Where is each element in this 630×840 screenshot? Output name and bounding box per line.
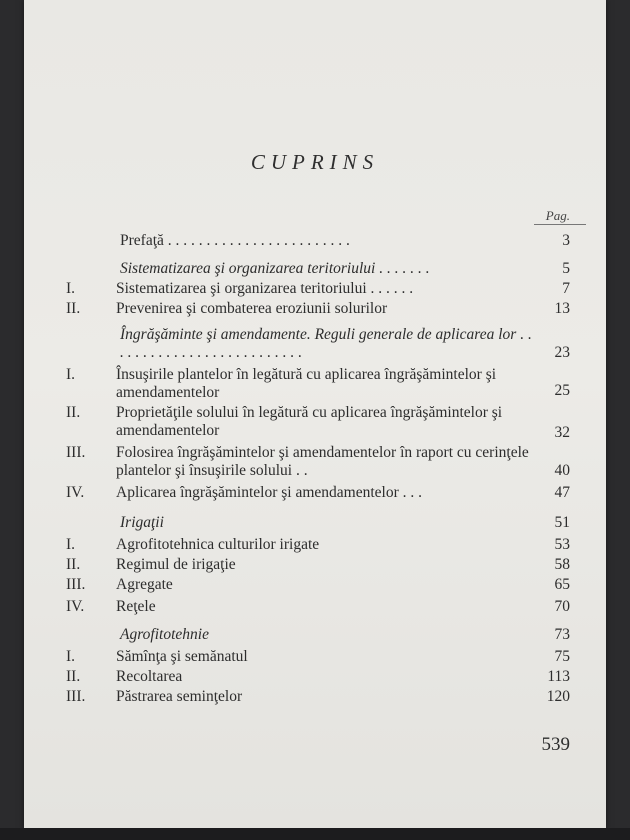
toc-entry-page: 58	[554, 556, 570, 573]
toc-entry-number: II.	[66, 668, 81, 685]
toc-entry-text: Însuşirile plantelor în legătură cu aplicarea îngrăşămintelor şi amendamentelor	[116, 366, 497, 401]
toc-entry-page: 32	[554, 424, 570, 441]
toc-entry-number: IV.	[66, 484, 85, 501]
toc-entry-page: 3	[562, 232, 570, 249]
page-title: CUPRINS	[250, 150, 380, 174]
toc-section-page: 23	[554, 344, 570, 361]
toc-entry-page: 75	[554, 648, 570, 665]
toc-entry-number: II.	[66, 300, 81, 317]
toc-entry-text: Prefaţă . . . . . . . . . . . . . . . . . . . . . . . .	[120, 232, 350, 249]
toc-section-text: Irigaţii	[120, 514, 164, 531]
toc-entry-page: 53	[554, 536, 570, 553]
toc-entry-page: 113	[547, 668, 570, 685]
toc-entry-text: Agregate	[116, 576, 173, 593]
toc-entry-page: 120	[546, 688, 570, 705]
toc-entry-page: 40	[554, 462, 570, 479]
toc-entry-text: Reţele	[116, 598, 156, 615]
toc-entry-number: III.	[66, 688, 86, 705]
toc-entry-number: III.	[66, 576, 86, 593]
toc-section-page: 51	[554, 514, 570, 531]
toc-entry-page: 47	[554, 484, 570, 501]
toc-entry-page: 13	[554, 300, 570, 317]
toc-entry-number: I.	[66, 648, 76, 665]
toc-entry-page: 25	[554, 382, 570, 399]
toc-entry-text: Păstrarea seminţelor	[116, 688, 243, 705]
background-edge	[0, 828, 630, 840]
toc-entry-text: Proprietăţile solului în legătură cu aplicarea îngrăşămintelor şi amendamentelor	[116, 404, 503, 439]
toc-entry-text: Prevenirea şi combaterea eroziunii solurilor	[116, 300, 388, 317]
toc-entry-page: 70	[554, 598, 570, 615]
toc-entry-number: II.	[66, 404, 81, 421]
book-page	[24, 0, 606, 828]
toc-entry-number: III.	[66, 444, 86, 461]
page-number: 539	[541, 734, 570, 755]
toc-entry-page: 65	[554, 576, 570, 593]
toc-section-text: Sistematizarea şi organizarea teritoriului . . . . . . .	[120, 260, 430, 277]
toc-entry-text: Folosirea îngrăşămintelor şi amendamentelor în raport cu cerinţele plantelor şi însuşirile solului . .	[116, 444, 529, 479]
toc-section-text: Agrofitotehnie	[120, 626, 209, 643]
toc-entry-text: Regimul de irigaţie	[116, 556, 236, 573]
page-column-rule	[534, 224, 586, 225]
toc-entry-page: 7	[562, 280, 570, 297]
toc-entry-number: II.	[66, 556, 81, 573]
toc-entry-text: Aplicarea îngrăşămintelor şi amendamentelor . . .	[116, 484, 423, 501]
toc-section-text: Îngrăşăminte şi amendamente. Reguli generale de aplicarea lor . . . . . . . . . . . . . . . . . . . . . . . . . .	[120, 326, 532, 361]
page-column-label: Pag.	[545, 208, 570, 223]
toc-entry-number: I.	[66, 280, 76, 297]
toc-entry-text: Sămînţa şi semănatul	[116, 648, 248, 665]
toc-entry-text: Agrofitotehnica culturilor irigate	[116, 536, 320, 553]
toc-entry-number: I.	[66, 366, 76, 383]
toc-entry-text: Sistematizarea şi organizarea teritoriului . . . . . .	[116, 280, 414, 297]
toc-entry-number: I.	[66, 536, 76, 553]
toc-entry-number: IV.	[66, 598, 85, 615]
toc-section-page: 5	[562, 260, 570, 277]
toc-section-page: 73	[554, 626, 570, 643]
toc-entry-text: Recoltarea	[116, 668, 183, 685]
